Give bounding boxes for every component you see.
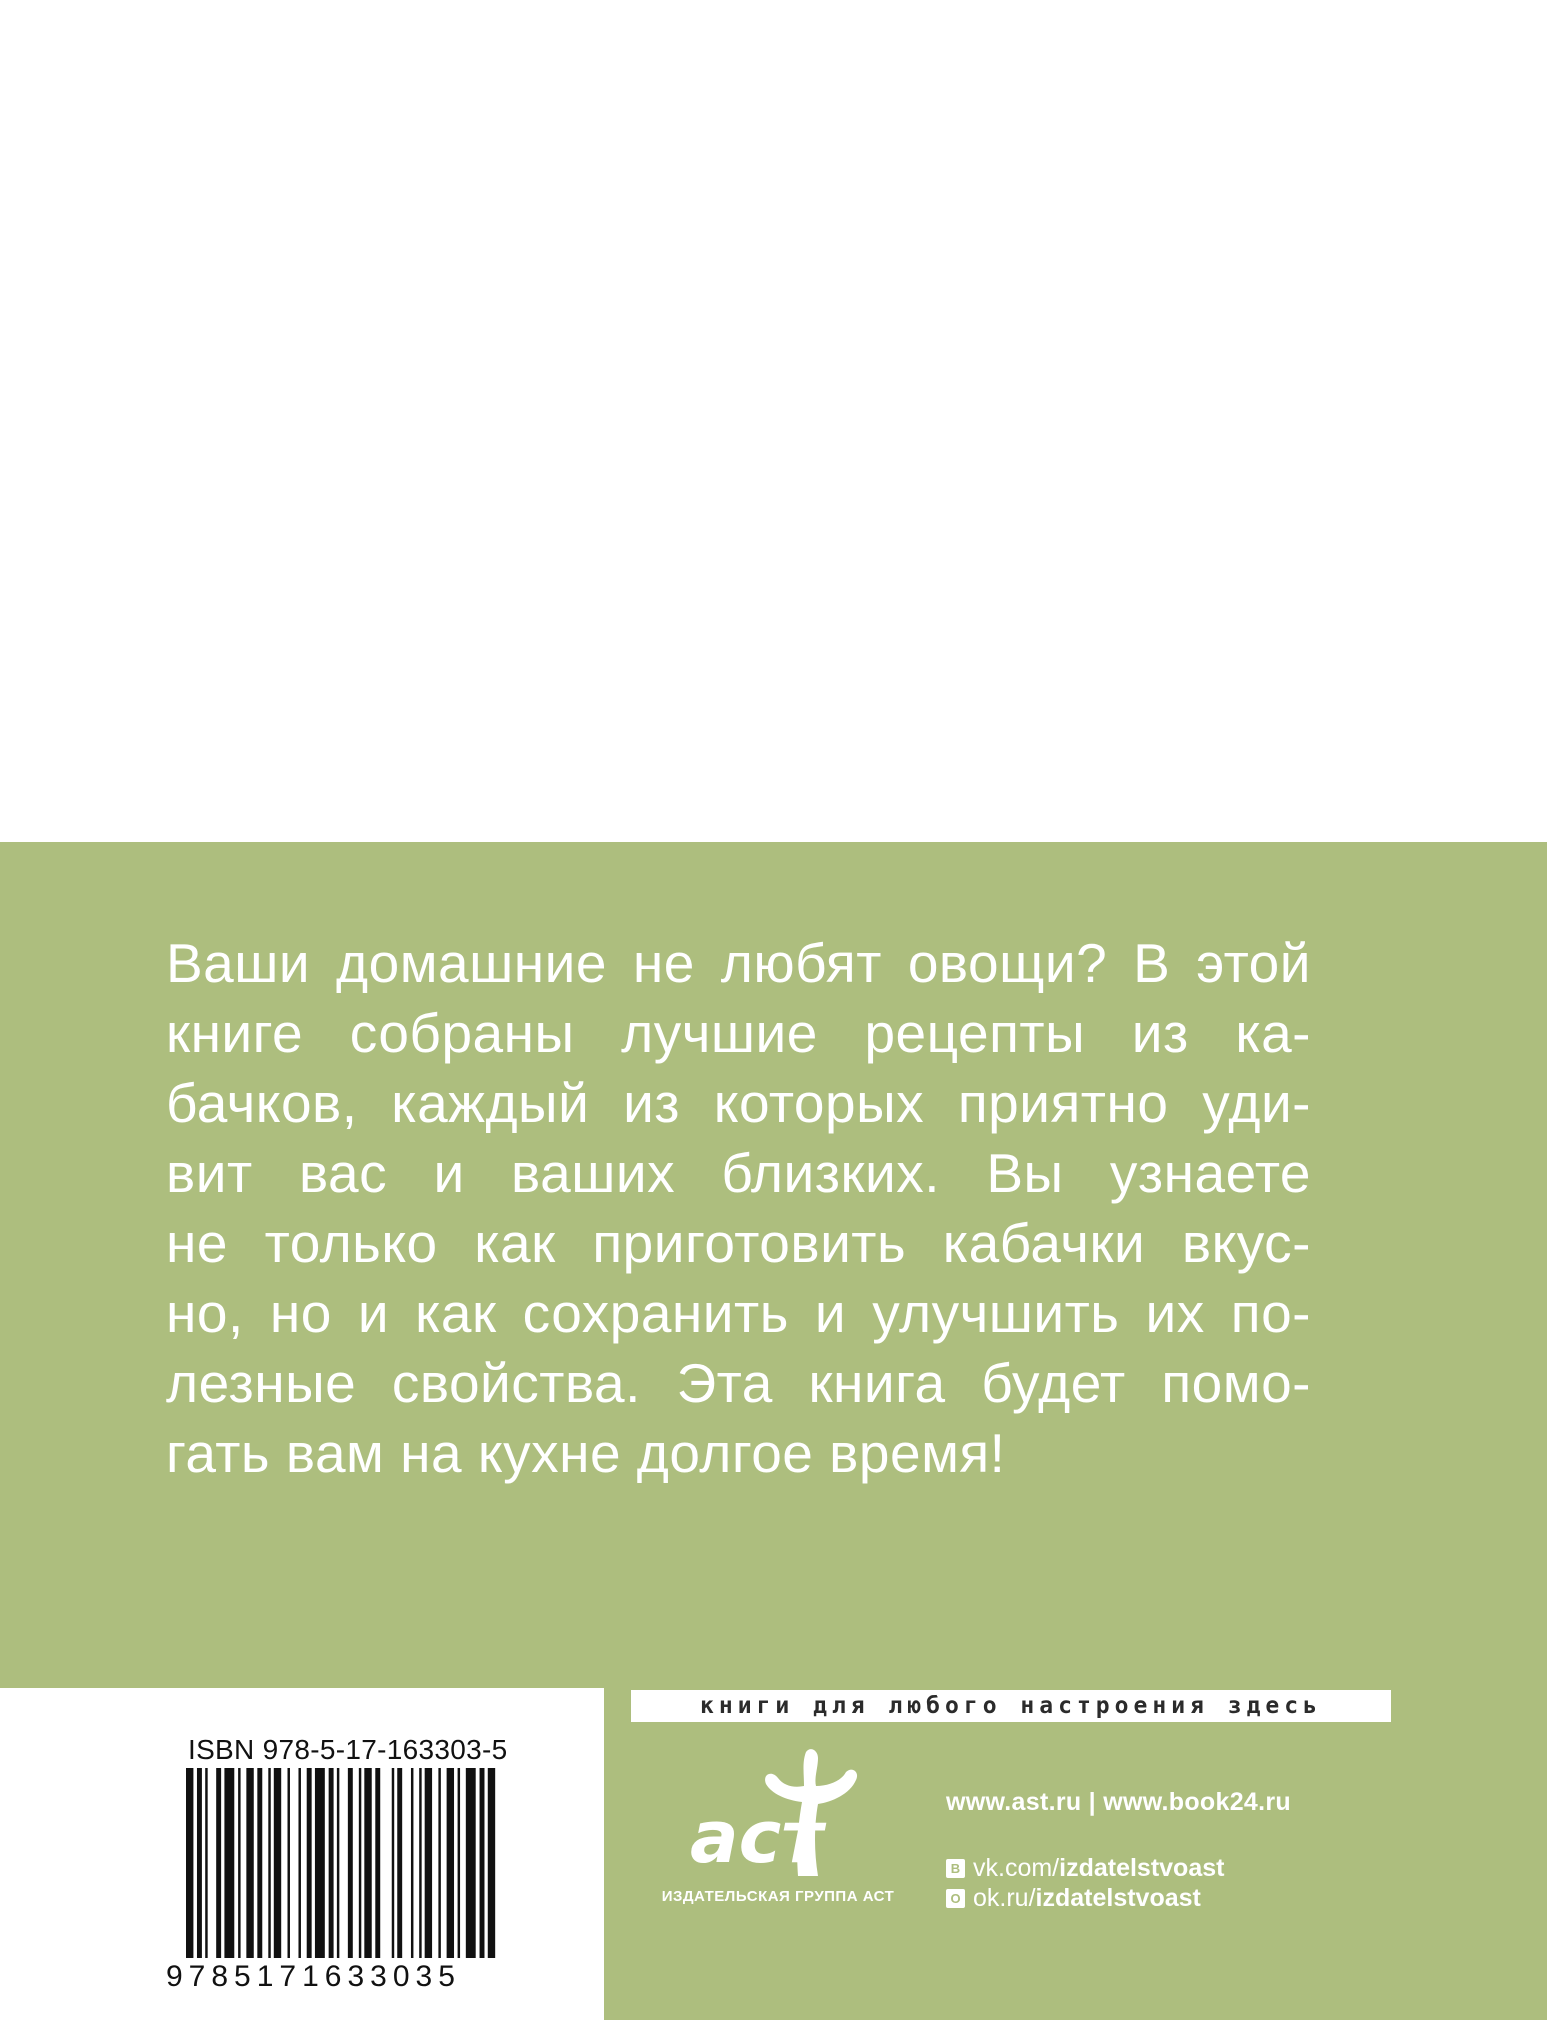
ast-logo-icon [686,1744,866,1884]
ok-icon: О [946,1889,965,1908]
barcode-bar [268,1768,270,1958]
annotation-line: книге собраны лучшие рецепты из ка- [166,1002,1311,1064]
cover-top-area [0,0,1547,842]
barcode-bar [375,1768,380,1958]
barcode-bar [411,1768,413,1958]
barcode-bar [337,1768,339,1958]
barcode-bar [348,1768,353,1958]
vk-prefix: vk.com/ [973,1853,1060,1882]
vk-icon: В [946,1859,965,1878]
slogan-text: книги для любого настроения здесь [700,1693,1322,1719]
barcode-bar [274,1768,281,1958]
barcode-bar [298,1768,300,1958]
website-links[interactable]: www.ast.ru | www.book24.ru [946,1788,1291,1816]
barcode-bar [216,1768,221,1958]
barcode-bar [186,1768,193,1958]
ok-prefix: ok.ru/ [973,1883,1036,1912]
barcode-bar [315,1768,325,1958]
ok-link[interactable] [946,1883,1291,1913]
svg-text:аст: аст [690,1795,823,1879]
barcode-bar [447,1768,454,1958]
ok-handle: izdatelstvoast [1035,1883,1201,1912]
barcode-bar [458,1768,460,1958]
annotation-line: бачков, каждый из которых приятно уди- [166,1072,1311,1134]
barcode-image [186,1768,496,1958]
barcode-bar [488,1768,495,1958]
book-annotation [166,928,1311,1488]
barcode-bar [359,1768,361,1958]
publisher-links [946,1788,1291,1913]
annotation-line: но, но и как сохранить и улучшить их по- [166,1282,1311,1344]
annotation-line: гать вам на кухне долгое время! [166,1422,1006,1484]
barcode-bar [307,1768,312,1958]
annotation-line: вит вас и ваших близких. Вы узнаете [166,1142,1311,1204]
barcode-bar [224,1768,234,1958]
barcode-bar [419,1768,421,1958]
barcode-bar [257,1768,262,1958]
barcode-bar [364,1768,371,1958]
barcode-bar [425,1768,432,1958]
barcode-bar [288,1768,290,1958]
annotation-line: лезные свойства. Эта книга будет помо- [166,1352,1311,1414]
vk-link[interactable] [946,1853,1291,1883]
publisher-caption: ИЗДАТЕЛЬСКАЯ ГРУППА АСТ [661,1888,895,1905]
annotation-line: не только как приготовить кабачки вкус- [166,1212,1311,1274]
slogan-bar [631,1690,1391,1722]
barcode-bar [438,1768,440,1958]
barcode-bar [329,1768,334,1958]
barcode-bar [392,1768,394,1958]
barcode-bar [205,1768,207,1958]
annotation-line: Ваши домашние не любят овощи? В этой [166,932,1311,994]
barcode-bar [397,1768,402,1958]
barcode-bar [246,1768,253,1958]
barcode-bar [238,1768,240,1958]
barcode-bar [480,1768,485,1958]
barcode-bar [197,1768,202,1958]
barcode-digits: 9785171633035 [166,1960,461,1993]
isbn-label: ISBN 978-5-17-163303-5 [188,1734,508,1765]
barcode-bar [466,1768,476,1958]
vk-handle: izdatelstvoast [1059,1853,1225,1882]
